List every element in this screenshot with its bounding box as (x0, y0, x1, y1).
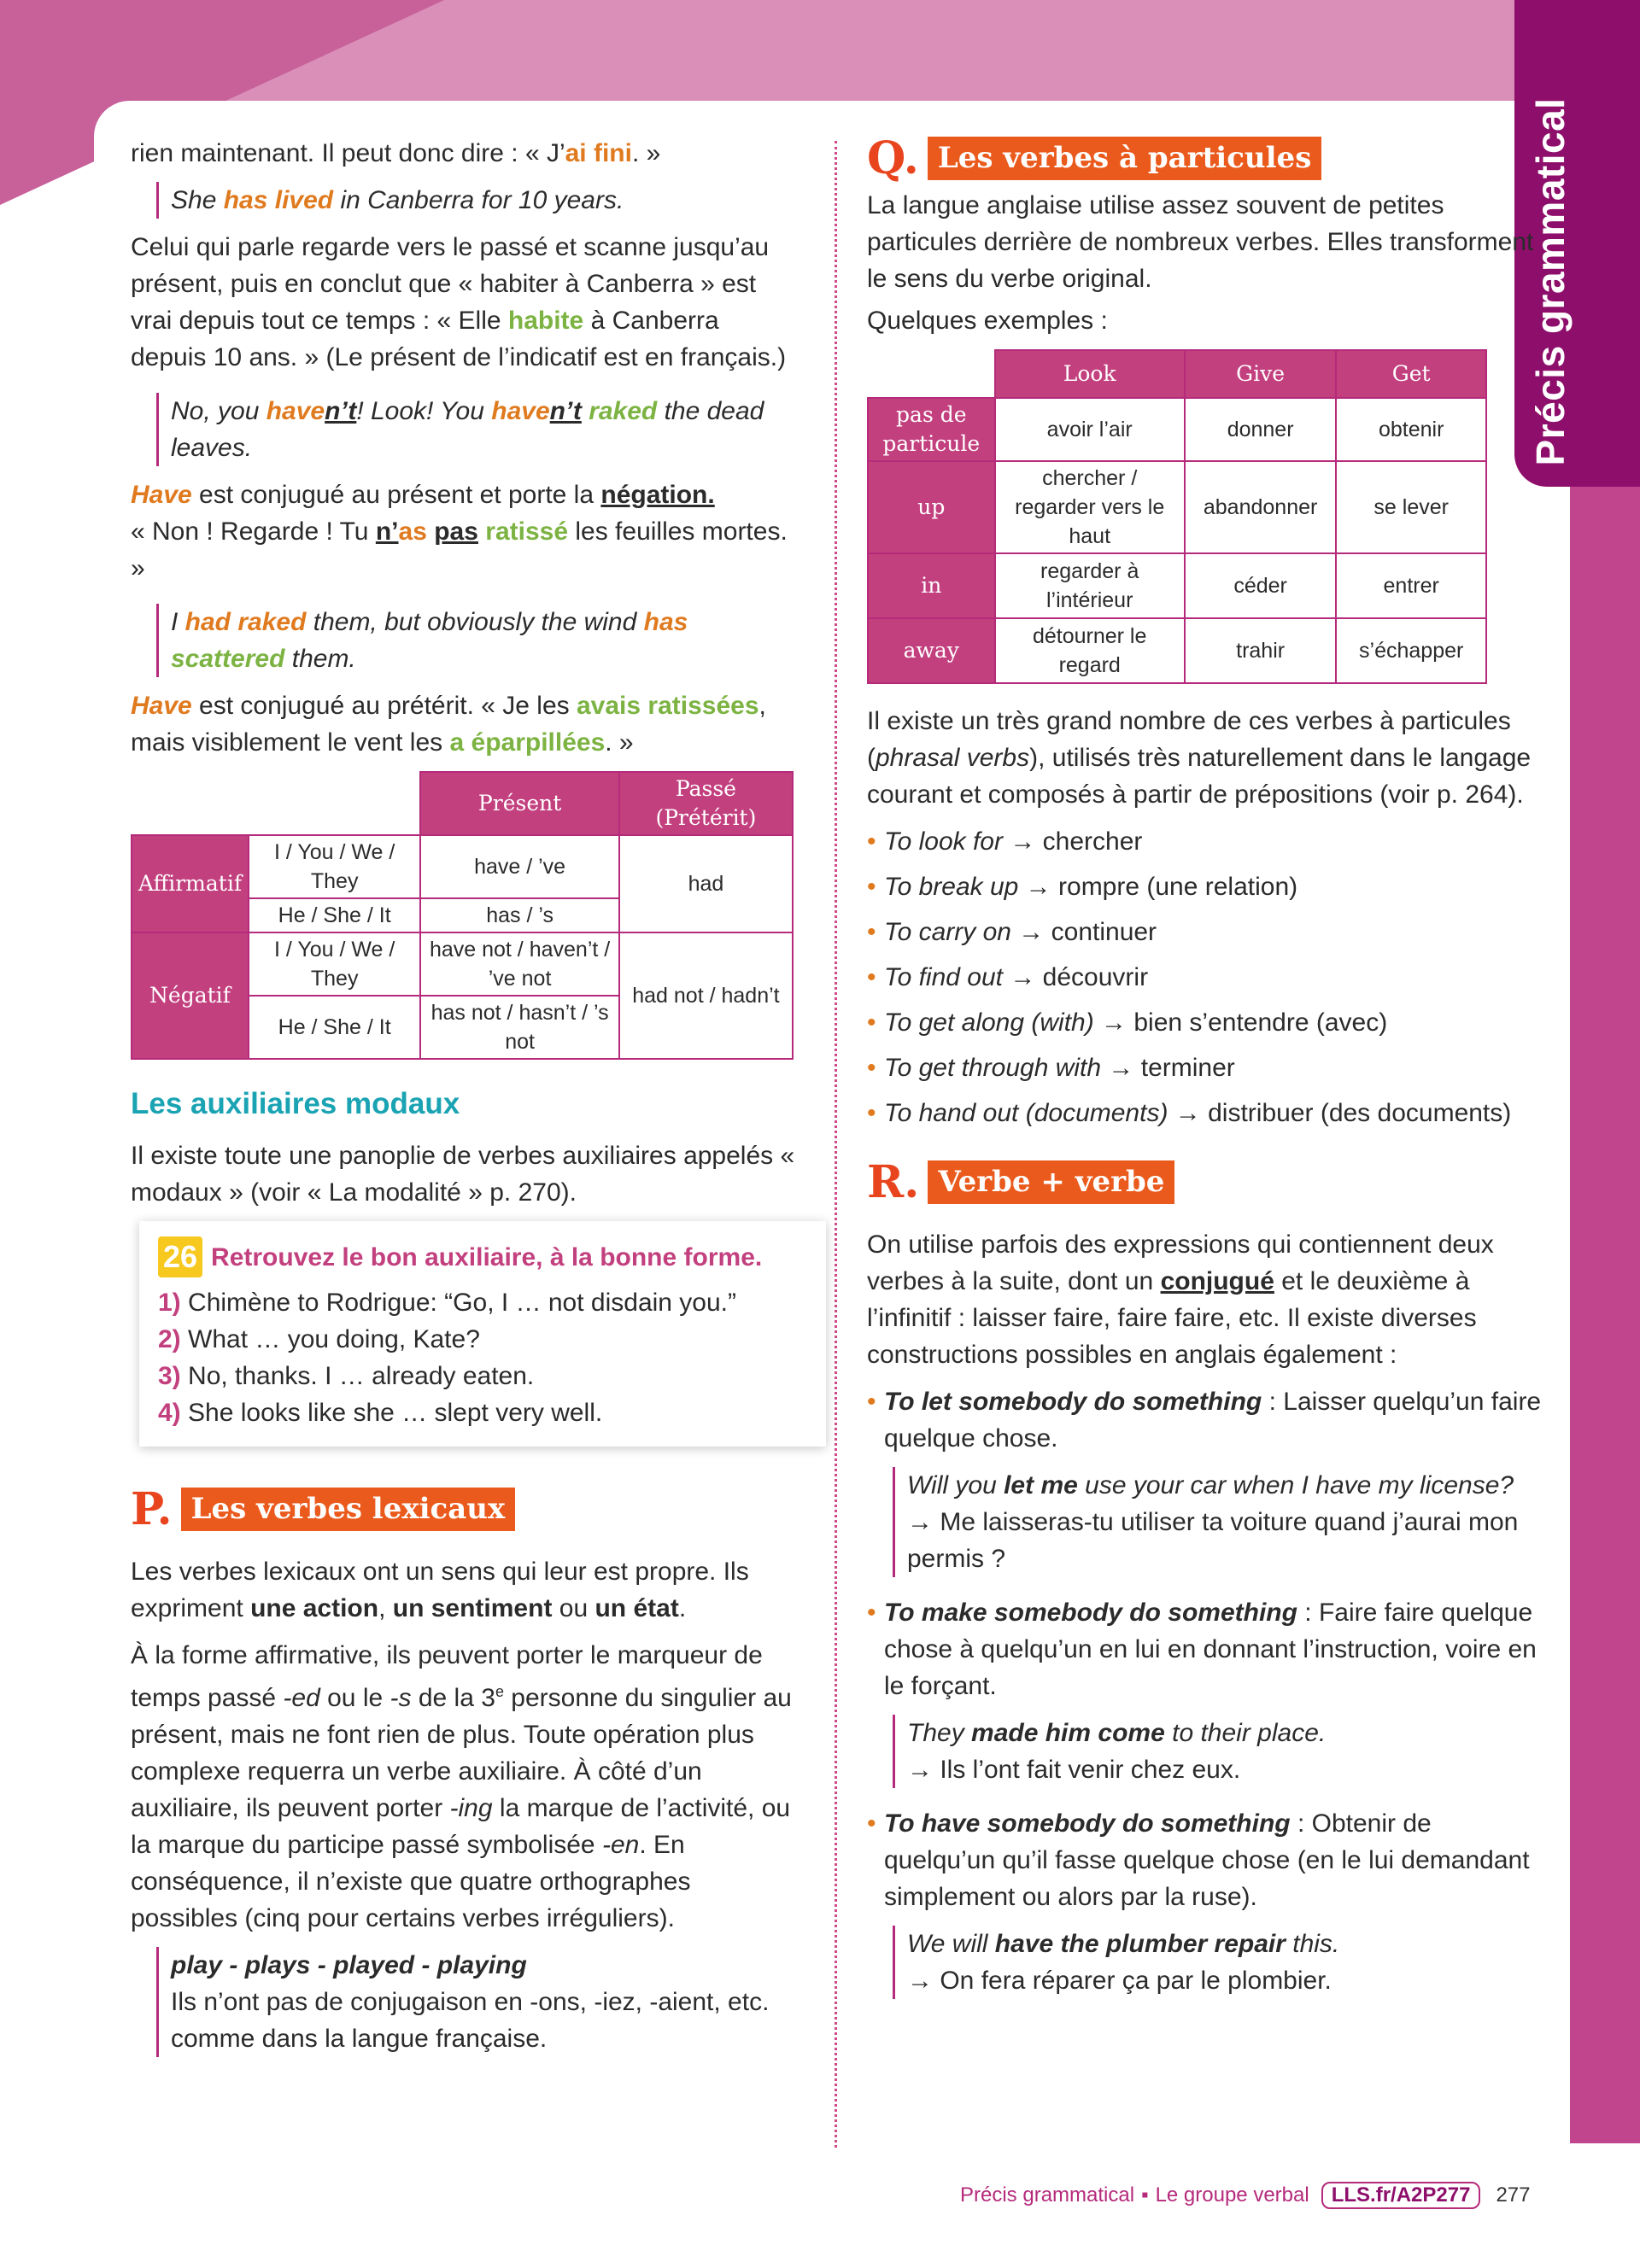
cell-look: regarder à l’intérieur (995, 553, 1185, 618)
cell-past: had not / hadn’t (619, 932, 793, 1059)
table-blank-cell (868, 350, 995, 398)
have-conjugation-table (131, 771, 794, 1060)
header-present: Présent (420, 772, 619, 835)
section-title: Les verbes à particules (928, 137, 1322, 180)
particules-paragraph-3: Il existe un très grand nombre de ces verbes à particules (phrasal verbs), utilisés très naturellement dans le langage courant et composés à partir de prépositions (voir p. 264). (867, 707, 1532, 809)
side-bar (1570, 487, 1640, 2143)
example-quote-1: She has lived in Canberra for 10 years. (156, 182, 797, 219)
table-blank-cell (132, 772, 249, 835)
page-footer (960, 2182, 1530, 2209)
list-item: • To break up → rompre (une relation) (867, 868, 1542, 905)
footer-chapter: Le groupe verbal (1155, 2183, 1309, 2207)
example-quote-4: play - plays - played - playing Ils n’ont pas de conjugaison en -ons, -iez, -aient, etc. comme dans la langue française. (156, 1947, 797, 2057)
example-quote-5: Will you let me use your car when I have my license? → Me laisseras-tu utiliser ta voiture quand j’aurai mon permis ? (893, 1467, 1542, 1577)
particules-paragraph-1: La langue anglaise utilise assez souvent de petites particules derrière de nombreux verbes. Elles transforment le sens du verbe original. (867, 191, 1534, 293)
cell-give: trahir (1185, 618, 1337, 683)
phrasal-verbs-table (867, 349, 1487, 684)
list-item: • To get along (with) → bien s’entendre (avec) (867, 1004, 1542, 1041)
column-divider (835, 141, 837, 2148)
cell-present: have / ’ve (420, 835, 619, 898)
row-label-up: up (868, 461, 995, 553)
construction-list-3 (867, 1805, 1542, 1915)
particules-paragraph-2: Quelques exemples : (867, 307, 1108, 335)
cell-look: détourner le regard (995, 618, 1185, 683)
section-title: Verbe + verbe (928, 1160, 1174, 1204)
modaux-paragraph: Il existe toute une panoplie de verbes auxiliaires appelés « modaux » (voir « La modalité » p. 270). (131, 1142, 795, 1207)
page-number: 277 (1496, 2183, 1531, 2207)
list-item: • To make somebody do something : Faire faire quelque chose à quelqu’un en lui en donnant l’instruction, voire en le forçant. (867, 1594, 1542, 1704)
cell-get: se lever (1336, 461, 1486, 553)
cell-get: obtenir (1336, 398, 1486, 461)
exercise-item: 3) No, thanks. I … already eaten. (158, 1362, 535, 1390)
have-present-paragraph: Have est conjugué au présent et porte la négation. « Non ! Regarde ! Tu n’as pas ratissé les feuilles mortes. » (131, 481, 788, 582)
row-label-away: away (868, 618, 995, 683)
verbe-verbe-paragraph: On utilise parfois des expressions qui contiennent deux verbes à la suite, dont un conjugué et le deuxième à l’infinitif : laisser faire, faire faire, etc. Il existe diverses constructions possibles en anglais également : (867, 1230, 1494, 1369)
cell-subject: He / She / It (249, 996, 420, 1059)
header-give: Give (1185, 350, 1337, 398)
section-letter: P. (131, 1483, 173, 1535)
list-item: • To have somebody do something : Obtenir de quelqu’un qu’il fasse quelque chose (en le lui demandant simplement ou alors par la ruse). (867, 1805, 1542, 1915)
list-item: • To get through with → terminer (867, 1049, 1542, 1086)
side-tab-label: Précis grammatical (1528, 97, 1573, 466)
example-quote-7: We will have the plumber repair this. → On fera réparer ça par le plombier. (893, 1926, 1542, 1999)
cell-present: has not / hasn’t / ’s not (420, 996, 619, 1059)
have-preterit-paragraph: Have est conjugué au prétérit. « Je les avais ratissées, mais visiblement le vent les a éparpillées. » (131, 692, 766, 757)
row-label-in: in (868, 553, 995, 618)
phrasal-verbs-list (867, 823, 1542, 1131)
cell-present: has / ’s (420, 898, 619, 932)
list-item: • To hand out (documents) → distribuer (des documents) (867, 1095, 1542, 1131)
construction-list-1 (867, 1383, 1542, 1457)
example-quote-2: No, you haven’t! Look! You haven’t raked the dead leaves. (156, 393, 797, 466)
cell-look: avoir l’air (995, 398, 1185, 461)
row-label-affirmatif: Affirmatif (132, 835, 249, 932)
section-q-heading (867, 132, 1542, 184)
header-look: Look (995, 350, 1185, 398)
row-label-none: pas de particule (868, 398, 995, 461)
cell-give: donner (1185, 398, 1337, 461)
exercise-item: 4) She looks like she … slept very well. (158, 1399, 603, 1427)
header-get: Get (1336, 350, 1486, 398)
list-item: • To carry on → continuer (867, 914, 1542, 950)
lexicaux-paragraph-1: Les verbes lexicaux ont un sens qui leur est propre. Ils expriment une action, un sentiment ou un état. (131, 1558, 749, 1622)
cell-give: céder (1185, 553, 1337, 618)
cell-subject: I / You / We / They (249, 932, 420, 996)
cell-past: had (619, 835, 793, 932)
list-item: • To let somebody do something : Laisser quelqu’un faire quelque chose. (867, 1383, 1542, 1457)
cell-get: s’échapper (1336, 618, 1486, 683)
section-title: Les verbes lexicaux (181, 1488, 516, 1531)
table-blank-cell (249, 772, 420, 835)
exercise-box (139, 1221, 826, 1447)
footer-separator: ▪ (1141, 2183, 1149, 2207)
exercise-item: 2) What … you doing, Kate? (158, 1325, 480, 1353)
left-column (131, 135, 797, 2067)
footer-section: Précis grammatical (960, 2183, 1135, 2207)
section-p-heading (131, 1483, 797, 1535)
modaux-title: Les auxiliaires modaux (131, 1087, 460, 1120)
section-letter: R. (867, 1156, 920, 1208)
list-item: • To look for → chercher (867, 823, 1542, 860)
right-column (867, 132, 1542, 2009)
intro-paragraph: rien maintenant. Il peut donc dire : « J’ai fini. » (131, 139, 661, 167)
cell-subject: I / You / We / They (249, 835, 420, 898)
exercise-title: Retrouvez le bon auxiliaire, à la bonne forme. (211, 1242, 763, 1271)
cell-subject: He / She / It (249, 898, 420, 932)
exercise-header (158, 1236, 807, 1277)
lexicaux-paragraph-2: À la forme affirmative, ils peuvent porter le marqueur de temps passé -ed ou le -s de la 3e personne du singulier au présent, mais ne font rien de plus. Toute opération plus complexe requerra un verbe auxiliaire. À côté d’un auxiliaire, ils peuvent porter -ing la marque de l’activité, ou la marque du participe passé symbolisée -en. En conséquence, il n’existe que quatre orthographes possibles (cinq pour certains verbes irréguliers). (131, 1641, 792, 1932)
cell-present: have not / haven’t / ’ve not (420, 932, 619, 996)
scan-paragraph: Celui qui parle regarde vers le passé et scanne jusqu’au présent, puis en conclut que « habiter à Canberra » est vrai depuis tout ce temps : « Elle habite à Canberra depuis 10 ans. » (Le présent de l’indicatif est en français.) (131, 233, 787, 371)
example-quote-6: They made him come to their place. → Ils l’ont fait venir chez eux. (893, 1715, 1542, 1788)
cell-look: chercher / regarder vers le haut (995, 461, 1185, 553)
footer-link[interactable]: LLS.fr/A2P277 (1321, 2182, 1481, 2209)
exercise-item: 1) Chimène to Rodrigue: “Go, I … not disdain you.” (158, 1289, 737, 1317)
cell-get: entrer (1336, 553, 1486, 618)
exercise-number: 26 (158, 1236, 202, 1277)
section-letter: Q. (867, 132, 919, 184)
construction-list-2 (867, 1594, 1542, 1704)
section-r-heading (867, 1156, 1542, 1208)
row-label-negatif: Négatif (132, 932, 249, 1059)
list-item: • To find out → découvrir (867, 959, 1542, 996)
cell-give: abandonner (1185, 461, 1337, 553)
example-quote-3: I had raked them, but obviously the wind has scattered them. (156, 604, 797, 677)
header-passe: Passé (Prétérit) (619, 772, 793, 835)
